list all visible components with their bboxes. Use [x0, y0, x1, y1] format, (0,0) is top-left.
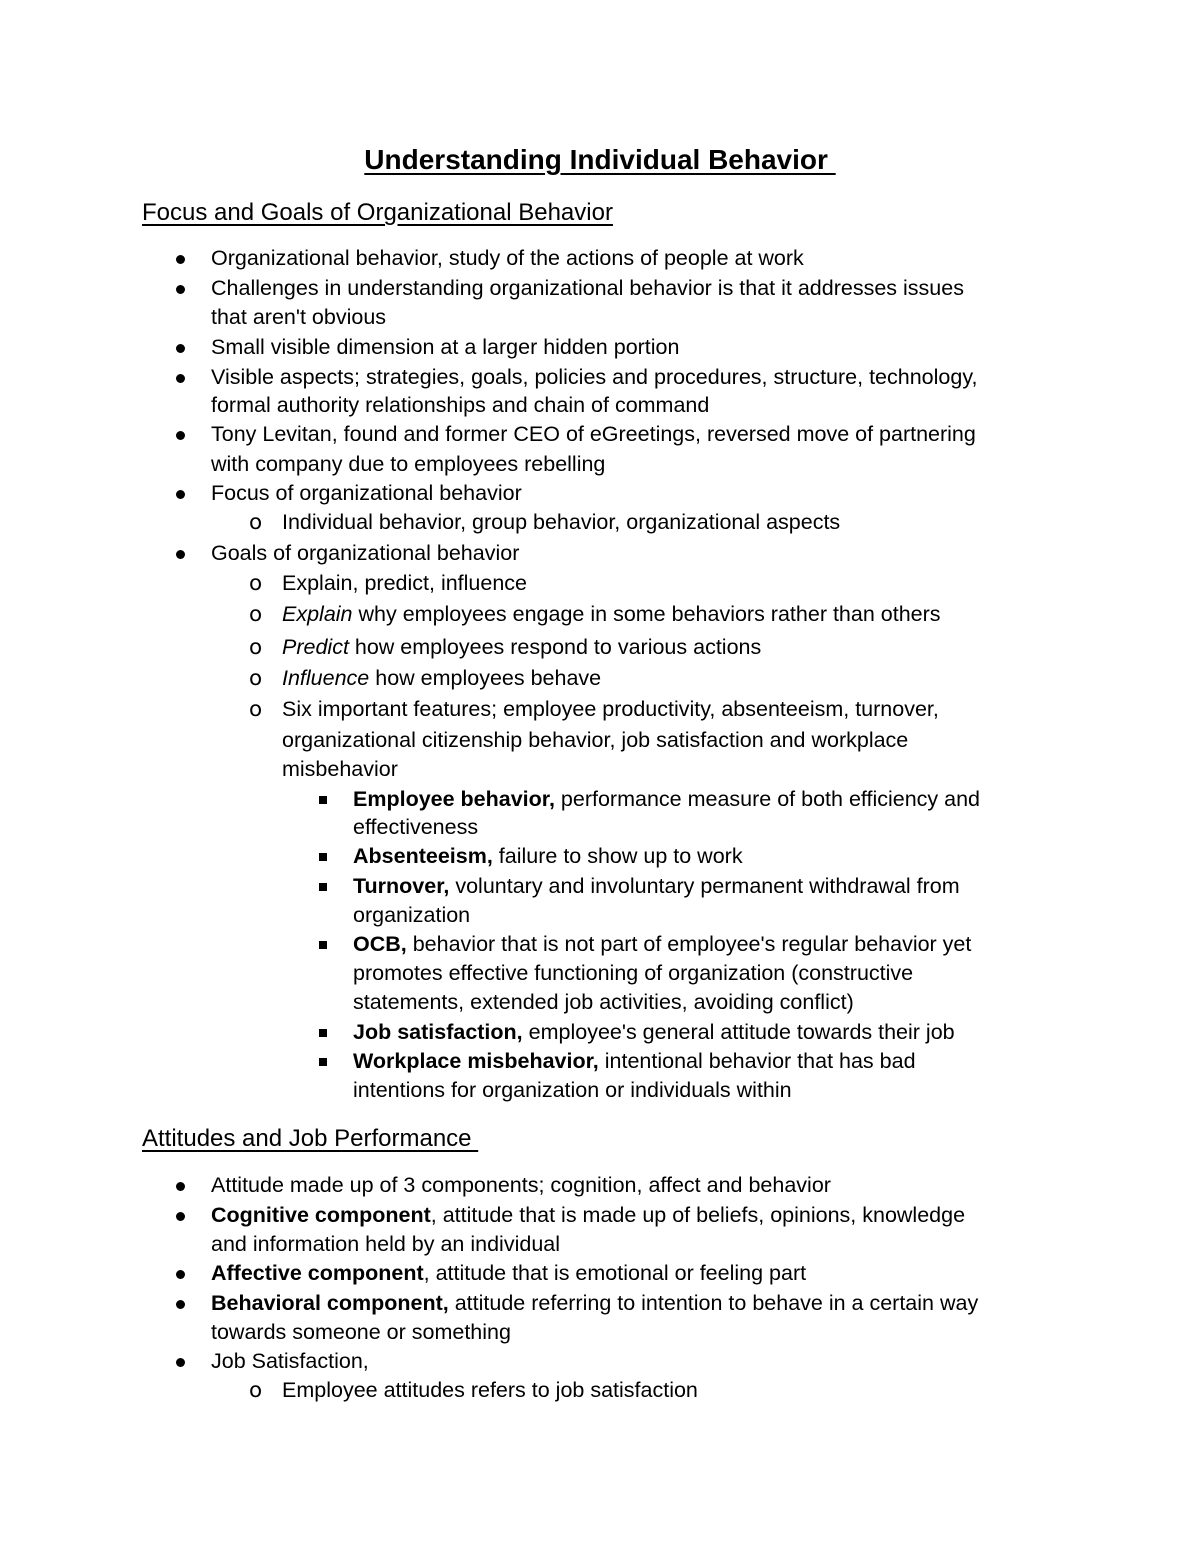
feature-text-continued: promotes effective functioning of organization (constructive	[353, 961, 914, 985]
bullet-circle-icon: o	[249, 635, 263, 660]
bullet-text-continued: formal authority relationships and chain of command	[211, 393, 710, 417]
feature-text	[353, 930, 971, 960]
bullet-disc-icon	[176, 550, 185, 559]
sub-bullet-text: Individual behavior, group behavior, organizational aspects	[282, 510, 841, 534]
bullet-disc-icon	[176, 1300, 185, 1309]
feature-text-continued: statements, extended job activities, avoiding conflict)	[353, 990, 854, 1014]
section-heading-focus-goals: Focus and Goals of Organizational Behavior	[142, 199, 613, 226]
feature-text-continued: organization	[353, 903, 471, 927]
bullet-circle-icon: o	[249, 510, 263, 535]
feature-text	[353, 785, 980, 815]
bullet-text: Visible aspects; strategies, goals, policies and procedures, structure, technology,	[211, 365, 978, 389]
feature-term: Turnover,	[353, 874, 450, 898]
bullet-disc-icon	[176, 490, 185, 499]
component-rest: attitude referring to intention to behave in a certain way	[448, 1291, 979, 1315]
emphasis-term: Explain	[282, 602, 353, 626]
bullet-disc-icon	[176, 1182, 185, 1191]
section-heading-attitudes: Attitudes and Job Performance	[142, 1125, 479, 1152]
bullet-square-icon	[319, 941, 327, 949]
feature-rest: voluntary and involuntary permanent withdrawal from	[449, 874, 960, 898]
bullet-text-continued: and information held by an individual	[211, 1232, 561, 1256]
bullet-circle-icon: o	[249, 571, 263, 596]
feature-text	[353, 1018, 955, 1048]
feature-rest: employee's general attitude towards their job	[522, 1020, 955, 1044]
feature-rest: performance measure of both efficiency and	[554, 787, 981, 811]
feature-text	[353, 872, 960, 902]
feature-term: Workplace misbehavior,	[353, 1049, 599, 1073]
bullet-text-continued: with company due to employees rebelling	[211, 452, 606, 476]
sub-bullet-text	[282, 600, 941, 630]
bullet-text: Organizational behavior, study of the actions of people at work	[211, 246, 804, 270]
feature-term: Employee behavior,	[353, 787, 555, 811]
feature-term: Job satisfaction,	[353, 1020, 523, 1044]
feature-term: OCB,	[353, 932, 407, 956]
feature-rest: intentional behavior that has bad	[598, 1049, 916, 1073]
feature-text	[353, 842, 743, 872]
bullet-circle-icon: o	[249, 697, 263, 722]
feature-rest: behavior that is not part of employee's regular behavior yet	[406, 932, 972, 956]
bullet-square-icon	[319, 853, 327, 861]
bullet-square-icon	[319, 1058, 327, 1066]
bullet-disc-icon	[176, 1270, 185, 1279]
feature-text-continued: intentions for organization or individuals within	[353, 1078, 792, 1102]
sub-bullet-text	[282, 664, 601, 694]
bullet-disc-icon	[176, 344, 185, 353]
sub-bullet-text	[282, 633, 761, 663]
bullet-disc-icon	[176, 431, 185, 440]
bullet-text-continued: towards someone or something	[211, 1320, 511, 1344]
bullet-text: Job Satisfaction,	[211, 1349, 369, 1373]
component-term: Affective component	[211, 1261, 424, 1285]
bullet-circle-icon: o	[249, 666, 263, 691]
sub-bullet-rest: how employees behave	[369, 666, 602, 690]
bullet-disc-icon	[176, 285, 185, 294]
bullet-square-icon	[319, 883, 327, 891]
bullet-disc-icon	[176, 374, 185, 383]
bullet-text: Goals of organizational behavior	[211, 541, 520, 565]
sub-bullet-rest: how employees respond to various actions	[348, 635, 762, 659]
bullet-square-icon	[319, 1029, 327, 1037]
emphasis-term: Predict	[282, 635, 349, 659]
emphasis-term: Influence	[282, 666, 370, 690]
bullet-text: Focus of organizational behavior	[211, 481, 522, 505]
bullet-text: Attitude made up of 3 components; cognition, affect and behavior	[211, 1173, 831, 1197]
sub-bullet-rest: why employees engage in some behaviors rather than others	[352, 602, 941, 626]
document-title: Understanding Individual Behavior	[364, 144, 836, 175]
sub-bullet-text: Employee attitudes refers to job satisfaction	[282, 1378, 698, 1402]
bullet-disc-icon	[176, 1212, 185, 1221]
sub-bullet-text-continued: organizational citizenship behavior, job satisfaction and workplace	[282, 728, 909, 752]
bullet-text: Tony Levitan, found and former CEO of eGreetings, reversed move of partnering	[211, 422, 976, 446]
bullet-square-icon	[319, 796, 327, 804]
bullet-text	[211, 1259, 806, 1289]
component-rest: , attitude that is emotional or feeling part	[423, 1261, 807, 1285]
sub-bullet-text: Explain, predict, influence	[282, 571, 528, 595]
bullet-disc-icon	[176, 255, 185, 264]
bullet-text	[211, 1201, 965, 1231]
bullet-text-continued: that aren't obvious	[211, 305, 387, 329]
bullet-text: Small visible dimension at a larger hidden portion	[211, 335, 680, 359]
bullet-disc-icon	[176, 1358, 185, 1367]
bullet-circle-icon: o	[249, 602, 263, 627]
sub-bullet-text: Six important features; employee productivity, absenteeism, turnover,	[282, 697, 939, 721]
feature-rest: failure to show up to work	[492, 844, 743, 868]
bullet-text: Challenges in understanding organizational behavior is that it addresses issues	[211, 276, 964, 300]
feature-text-continued: effectiveness	[353, 815, 479, 839]
component-rest: , attitude that is made up of beliefs, opinions, knowledge	[430, 1203, 966, 1227]
component-term: Behavioral component,	[211, 1291, 449, 1315]
sub-bullet-text-continued: misbehavior	[282, 757, 398, 781]
feature-term: Absenteeism,	[353, 844, 493, 868]
feature-text	[353, 1047, 916, 1077]
component-term: Cognitive component	[211, 1203, 431, 1227]
bullet-circle-icon: o	[249, 1378, 263, 1403]
bullet-text	[211, 1289, 978, 1319]
